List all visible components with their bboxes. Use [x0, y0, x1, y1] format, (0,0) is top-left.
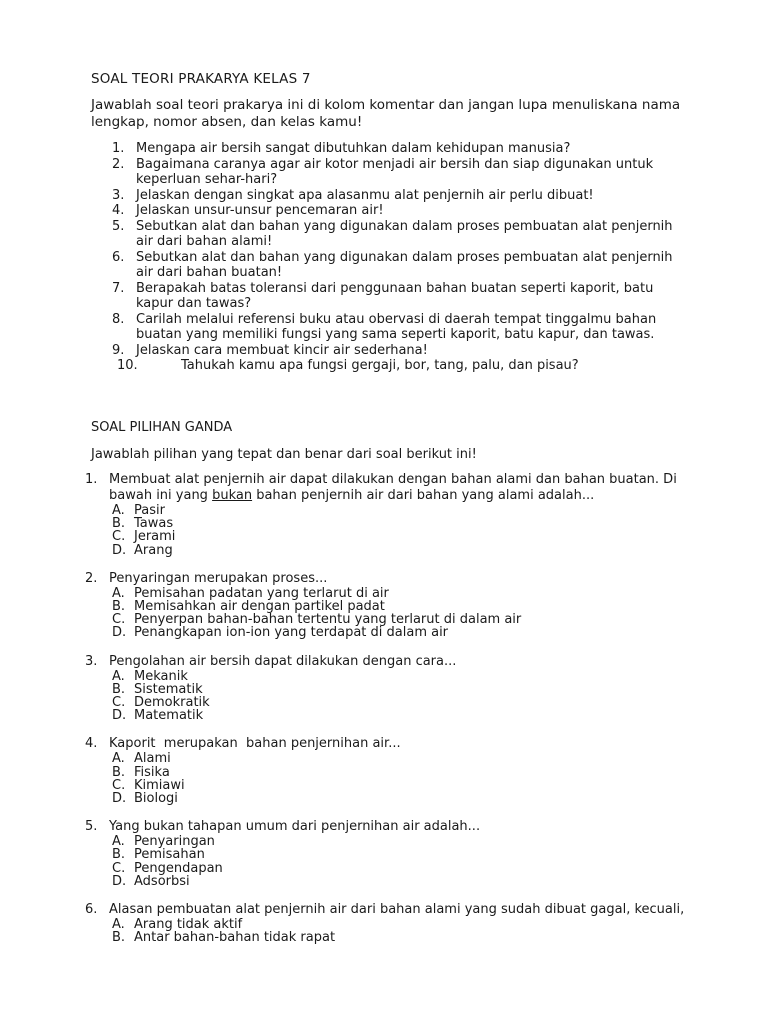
question-number: 4.	[85, 736, 98, 752]
option-text: Mekanik	[134, 668, 188, 684]
option-letter: C.	[112, 860, 126, 876]
answer-option	[91, 544, 691, 557]
multiple-choice-question	[85, 472, 691, 558]
multiple-choice-question	[85, 736, 691, 807]
question-text	[85, 902, 691, 918]
option-text: Pasir	[134, 503, 165, 518]
question-number: 5.	[85, 819, 98, 835]
question-number: 6.	[85, 902, 98, 918]
option-letter: D.	[112, 873, 127, 889]
option-letter: B.	[112, 930, 126, 946]
option-text: Penyerpan bahan-bahan tertentu yang terlarut di dalam air	[134, 612, 522, 628]
option-letter: A.	[112, 668, 125, 684]
theory-question-list	[91, 141, 691, 374]
question-text-part: Membuat alat penjernih air dapat dilakukan dengan bahan alami dan bahan buatan. Di bawah ini yang	[109, 472, 677, 503]
option-letter: A.	[112, 751, 125, 767]
option-letter: B.	[112, 599, 126, 615]
theory-question	[91, 141, 691, 157]
question-text-part: Penyaringan merupakan proses...	[109, 570, 328, 586]
question-number: 1.	[85, 472, 98, 487]
question-text: Jelaskan unsur-unsur pencemaran air!	[136, 203, 384, 218]
option-letter: C.	[112, 695, 126, 711]
theory-question	[91, 343, 691, 359]
question-text	[85, 819, 691, 835]
question-number: 2.	[85, 570, 98, 586]
option-letter: C.	[112, 612, 126, 628]
question-text: Bagaimana caranya agar air kotor menjadi air bersih dan siap digunakan untuk keperluan sehar-hari?	[136, 156, 654, 187]
option-letter: D.	[112, 542, 127, 558]
option-text: Biologi	[134, 791, 178, 807]
question-text: Mengapa air bersih sangat dibutuhkan dalam kehidupan manusia?	[136, 141, 571, 156]
option-letter: D.	[112, 625, 127, 641]
option-text: Penyaringan	[134, 834, 215, 850]
question-text-part: Alasan pembuatan alat penjernih air dari bahan alami yang sudah dibuat gagal, kecuali,	[109, 902, 685, 918]
multiple-choice-question	[85, 819, 691, 889]
question-text-part: Yang bukan tahapan umum dari penjernihan air adalah...	[109, 819, 481, 835]
multiple-choice-section-title: SOAL PILIHAN GANDA	[91, 420, 233, 435]
theory-question	[91, 203, 691, 219]
question-text: Sebutkan alat dan bahan yang digunakan dalam proses pembuatan alat penjernih air dari bahan buatan!	[136, 249, 673, 280]
theory-question	[91, 358, 691, 374]
option-text: Matematik	[134, 708, 204, 724]
question-text	[85, 570, 691, 587]
option-letter: D.	[112, 708, 127, 724]
question-number: 4.	[112, 203, 125, 218]
answer-option	[91, 752, 691, 765]
question-text: Carilah melalui referensi buku atau obervasi di daerah tempat tinggalmu bahan buatan yang memiliki fungsi yang sama seperti kaporit, batu kapur, dan tawas.	[136, 311, 657, 342]
question-text	[85, 653, 691, 670]
question-number: 7.	[112, 280, 125, 296]
option-letter: C.	[112, 529, 126, 545]
underlined-word: bukan	[212, 488, 253, 503]
multiple-choice-question	[85, 570, 691, 641]
option-text: Arang	[134, 542, 173, 558]
option-letter: C.	[112, 777, 126, 793]
option-letter: B.	[112, 847, 126, 863]
option-letter: A.	[112, 917, 125, 933]
document-intro: Jawablah soal teori prakarya ini di kolom komentar dan jangan lupa menuliskana nama lengkap, nomor absen, dan kelas kamu!	[91, 97, 681, 130]
theory-question	[91, 312, 691, 343]
question-number: 2.	[112, 156, 125, 172]
option-text: Alami	[134, 751, 171, 767]
question-text	[85, 736, 691, 752]
option-text: Tawas	[134, 516, 174, 532]
question-text: Sebutkan alat dan bahan yang digunakan dalam proses pembuatan alat penjernih air dari bahan alami!	[136, 218, 673, 249]
multiple-choice-list	[85, 472, 691, 958]
option-text: Pengendapan	[134, 860, 223, 876]
document-title: SOAL TEORI PRAKARYA KELAS 7	[91, 71, 311, 87]
question-text	[85, 472, 691, 504]
theory-question	[91, 219, 691, 250]
question-text-part: bahan penjernih air dari bahan yang alami adalah...	[252, 488, 595, 503]
option-letter: B.	[112, 764, 126, 780]
option-letter: B.	[112, 681, 126, 697]
option-text: Adsorbsi	[134, 873, 190, 889]
question-text-part: Kaporit merupakan bahan penjernihan air...	[109, 736, 401, 752]
question-text: Jelaskan cara membuat kincir air sederhana!	[136, 342, 428, 358]
option-text: Jerami	[134, 529, 176, 545]
question-text: Jelaskan dengan singkat apa alasanmu alat penjernih air perlu dibuat!	[136, 187, 594, 203]
option-letter: D.	[112, 791, 127, 807]
multiple-choice-intro: Jawablah pilihan yang tepat dan benar dari soal berikut ini!	[91, 447, 477, 462]
option-letter: A.	[112, 585, 125, 601]
answer-option	[91, 875, 691, 888]
question-text: Berapakah batas toleransi dari penggunaan bahan buatan seperti kaporit, batu kapur dan tawas?	[136, 280, 654, 311]
multiple-choice-question	[85, 653, 691, 724]
option-letter: B.	[112, 516, 126, 532]
question-number: 6.	[112, 249, 125, 265]
answer-option	[91, 626, 691, 639]
multiple-choice-question	[85, 902, 691, 946]
option-text: Kimiawi	[134, 777, 185, 793]
option-text: Sistematik	[134, 681, 203, 697]
answer-option	[91, 792, 691, 805]
option-text: Fisika	[134, 764, 170, 780]
option-text: Arang tidak aktif	[134, 917, 243, 933]
answer-option	[91, 530, 691, 543]
answer-option	[91, 517, 691, 530]
question-number: 9.	[112, 342, 125, 358]
question-number: 3.	[85, 653, 98, 669]
question-number: 3.	[112, 187, 125, 203]
theory-question	[91, 250, 691, 281]
option-letter: A.	[112, 834, 125, 850]
question-text-part: Pengolahan air bersih dapat dilakukan dengan cara...	[109, 653, 457, 669]
question-number: 8.	[112, 311, 125, 327]
option-letter: A.	[112, 503, 125, 518]
option-text: Antar bahan-bahan tidak rapat	[134, 930, 336, 946]
theory-question	[91, 188, 691, 204]
option-text: Penangkapan ion-ion yang terdapat di dalam air	[134, 625, 449, 641]
question-number: 10.	[117, 358, 138, 373]
option-text: Pemisahan padatan yang terlarut di air	[134, 585, 389, 601]
question-number: 5.	[112, 218, 125, 234]
answer-option	[91, 709, 691, 722]
question-text: Tahukah kamu apa fungsi gergaji, bor, tang, palu, dan pisau?	[181, 358, 579, 373]
option-text: Memisahkan air dengan partikel padat	[134, 599, 385, 615]
option-text: Pemisahan	[134, 847, 205, 863]
option-text: Demokratik	[134, 695, 210, 711]
theory-question	[91, 157, 691, 188]
answer-option	[91, 931, 691, 944]
answer-option	[91, 504, 691, 517]
question-number: 1.	[112, 141, 125, 156]
theory-question	[91, 281, 691, 312]
answer-option	[91, 779, 691, 792]
